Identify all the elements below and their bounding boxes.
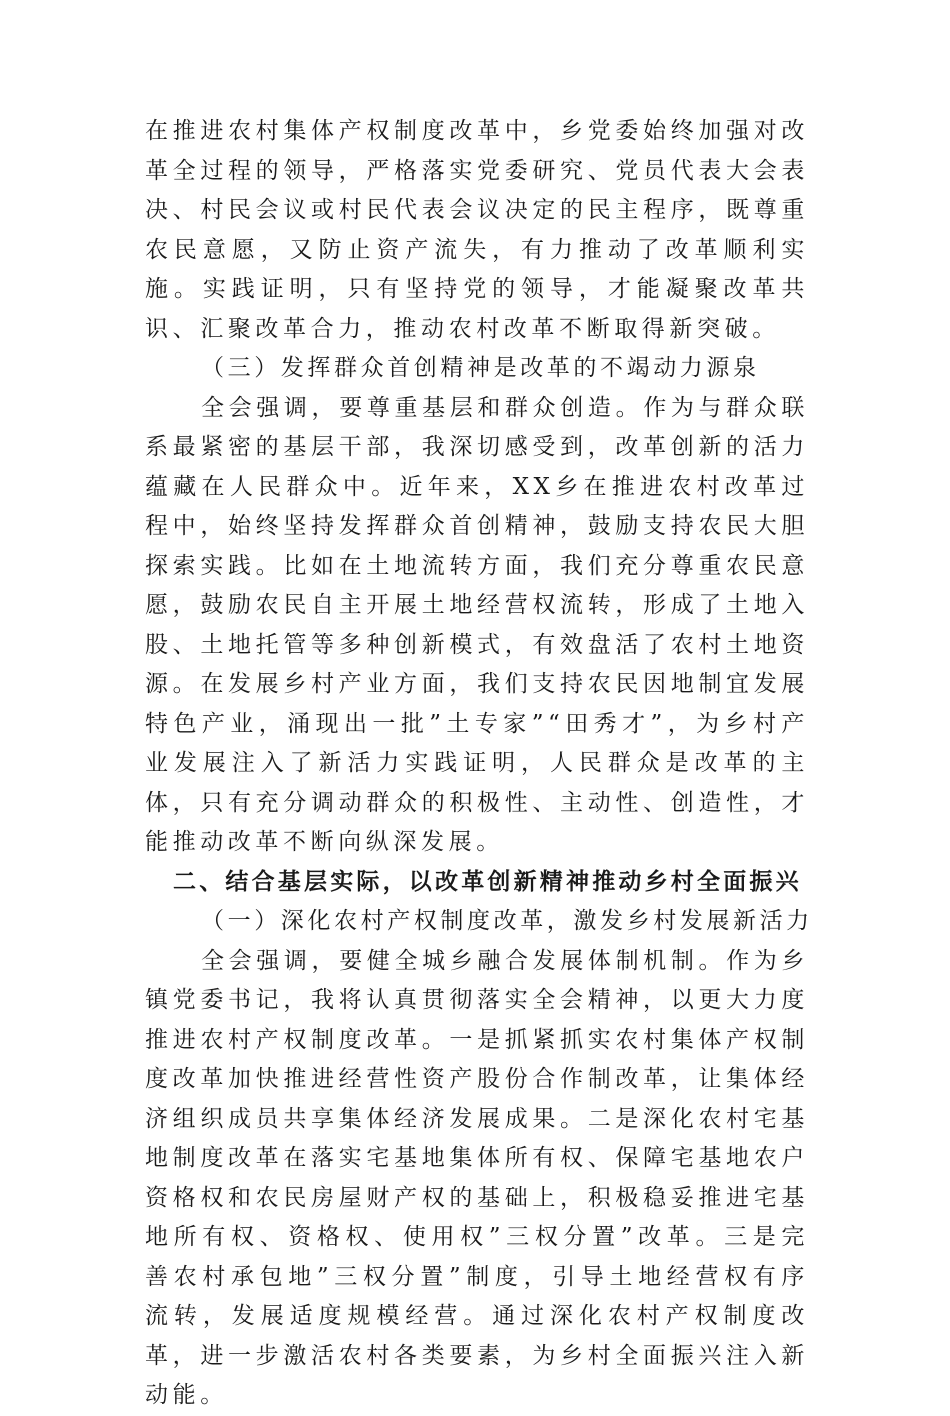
subsection-heading-3: （三）发挥群众首创精神是改革的不竭动力源泉 <box>201 355 760 381</box>
subsection-heading-1: （一）深化农村产权制度改革，激发乡村发展新活力 <box>201 908 813 934</box>
section-heading-2: 二、结合基层实际，以改革创新精神推动乡村全面振兴 <box>173 868 802 895</box>
body-paragraph-continued: 在推进农村集体产权制度改革中，乡党委始终加强对改革全过程的领导，严格落实党委研究、党员代表大会表决、村民会议或村民代表会议决定的民主程序，既尊重农民意愿，又防止资产流失，有力推动了改革顺利实施。实践证明，只有坚持党的领导，才能凝聚改革共识、汇聚改革合力，推动农村改革不断取得新突破。 <box>145 118 809 342</box>
document-page <box>145 112 813 1416</box>
body-paragraph-mass-innovation: 全会强调，要尊重基层和群众创造。作为与群众联系最紧密的基层干部，我深切感受到，改革创新的活力蕴藏在人民群众中。近年来，XX乡在推进农村改革过程中，始终坚持发挥群众首创精神，鼓励支持农民大胆探索实践。比如在土地流转方面，我们充分尊重农民意愿，鼓励农民自主开展土地经营权流转，形成了土地入股、土地托管等多种创新模式，有效盘活了农村土地资源。在发展乡村产业方面，我们支持农民因地制宜发展特色产业，涌现出一批”土专家”“田秀才”，为乡村产业发展注入了新活力实践证明，人民群众是改革的主体，只有充分调动群众的积极性、主动性、创造性，才能推动改革不断向纵深发展。 <box>145 394 809 855</box>
body-paragraph-property-reform: 全会强调，要健全城乡融合发展体制机制。作为乡镇党委书记，我将认真贯彻落实全会精神，以更大力度推进农村产权制度改革。一是抓紧抓实农村集体产权制度改革加快推进经营性资产股份合作制改革，让集体经济组织成员共享集体经济发展成果。二是深化农村宅基地制度改革在落实宅基地集体所有权、保障宅基地农户资格权和农民房屋财产权的基础上，积极稳妥推进宅基地所有权、资格权、使用权”三权分置”改革。三是完善农村承包地”三权分置”制度，引导土地经营权有序流转，发展适度规模经营。通过深化农村产权制度改革，进一步激活农村各类要素，为乡村全面振兴注入新动能。 <box>145 947 809 1408</box>
